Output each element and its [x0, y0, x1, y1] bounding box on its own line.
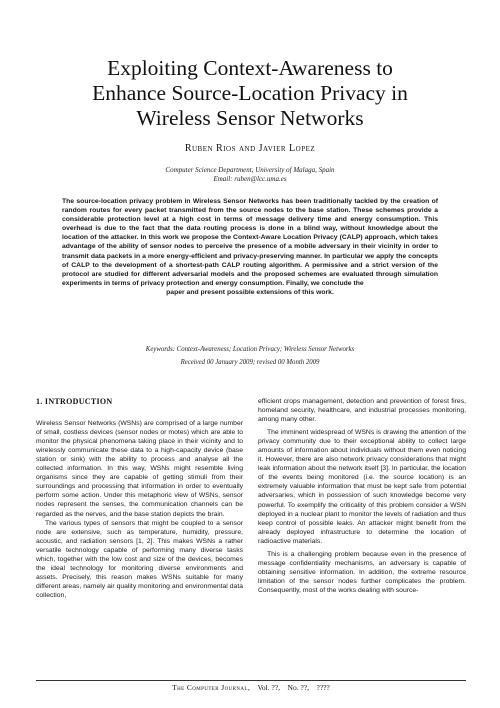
author-email: Email: ruben@lcc.uma.es [213, 175, 287, 183]
title-line: Exploiting Context-Awareness to [107, 56, 393, 80]
footer-divider [36, 680, 466, 681]
left-column [36, 397, 243, 600]
paragraph: This is a challenging problem because even in the presence of message confidentiality mechanisms, an adversary is capable of obtaining sensitive information. In addition, the extreme resource limitation of the sensor nodes further complicates the problem. Consequently, most of the works dealing with source- [258, 550, 466, 594]
abstract-last-line: paper and present possible extensions of this work. [166, 288, 334, 296]
right-column [258, 397, 466, 595]
journal-volume: Vol. ??, [257, 683, 281, 692]
paper-title [40, 56, 460, 131]
received-dates: Received 00 January 2009; revised 00 Month 2009 [180, 359, 320, 366]
title-line: Wireless Sensor Networks [136, 106, 364, 130]
journal-year: ???? [316, 683, 330, 692]
section-heading-introduction: 1. INTRODUCTION [36, 397, 113, 406]
journal-number: No. ??, [287, 683, 309, 692]
affiliation-text: Computer Science Department, University of Malaga, Spain [165, 166, 335, 174]
paper-authors: Ruben Rios and Javier Lopez [184, 143, 316, 154]
paragraph: Wireless Sensor Networks (WSNs) are comprised of a large number of small, costless devices (sensor nodes or motes) which are able to monitor the physical phenomena taking place in their vicinity and to wirelessly communicate these data to a high-capacity device (base station or sink) with the ability to process and analyse all the collected information. In this way, WSNs might resemble living organisms since they are capable of getting stimuli from their surroundings and processing that information in order to eventually perform some action. Under this metaphoric view of WSNs, sensor nodes represent the senses, the communication channels can be regarded as the nerves, and the base station depicts the brain. [36, 420, 243, 518]
paragraph: The imminent widespread of WSNs is drawing the attention of the privacy community due to their exceptional ability to collect large amounts of information about individuals without them even noticing it. However, there are also network privacy considerations that might leak information about the network itself [3]. In particular, the location of the events being monitored (i.e. the source location) is an extremely valuable information that must be kept safe from potential adversaries, which in possession of such knowledge become very powerful. To exemplify the criticality of this problem consider a WSN deployed in a nuclear plant to monitor the levels of radiation and thus keep control of possible leaks. An attacker might benefit from the already deployed infrastructure to determine the location of radioactive materials. [258, 429, 466, 545]
keywords: Keywords: Context-Awareness; Location Privacy; Wireless Sensor Networks [145, 346, 355, 353]
page-footer [36, 683, 466, 692]
abstract [62, 197, 438, 297]
author-affiliation [40, 166, 460, 184]
abstract-body: The source-location privacy problem in Wireless Sensor Networks has been traditionally tackled by the creation of random routes for every packet transmitted from the source nodes to the base station. These schemes provide a considerable protection level at a high cost in terms of message delivery time and energy consumption. This overhead is due to the fact that the data routing process is done in a blind way, without knowledge about the location of the attacker. In this work we propose the Context-Aware Location Privacy (CALP) approach, which takes advantage of the ability of sensor nodes to perceive the presence of a mobile adversary in their vicinity in order to transmit data packets in a more energy-efficient and privacy-preserving manner. In particular we apply the concepts of CALP to the development of a shortest-path CALP routing algorithm. A permissive and a strict version of the protocol are studied for different adversarial models and the proposed schemes are evaluated through simulation experiments in terms of privacy protection and energy consumption. Finally, we conclude the [62, 198, 438, 287]
journal-name: The Computer Journal, [172, 683, 251, 692]
title-line: Enhance Source-Location Privacy in [92, 81, 408, 105]
paragraph: efficient crops management, detection and prevention of forest fires, homeland security, healthcare, and industrial processes monitoring, among many other. [258, 398, 466, 424]
paragraph: The various types of sensors that might be coupled to a sensor node are extensive, such as temperature, humidity, pressure, acoustic, and radiation sensors [1, 2]. This makes WSNs a rather versatile technology capable of performing many diverse tasks which, together with the low cost and size of the devices, becomes the ideal technology for monitoring diverse environments and assets. Precisely, this reason makes WSNs suitable for many different areas, namely air quality monitoring and environmental data collection, [36, 519, 243, 599]
